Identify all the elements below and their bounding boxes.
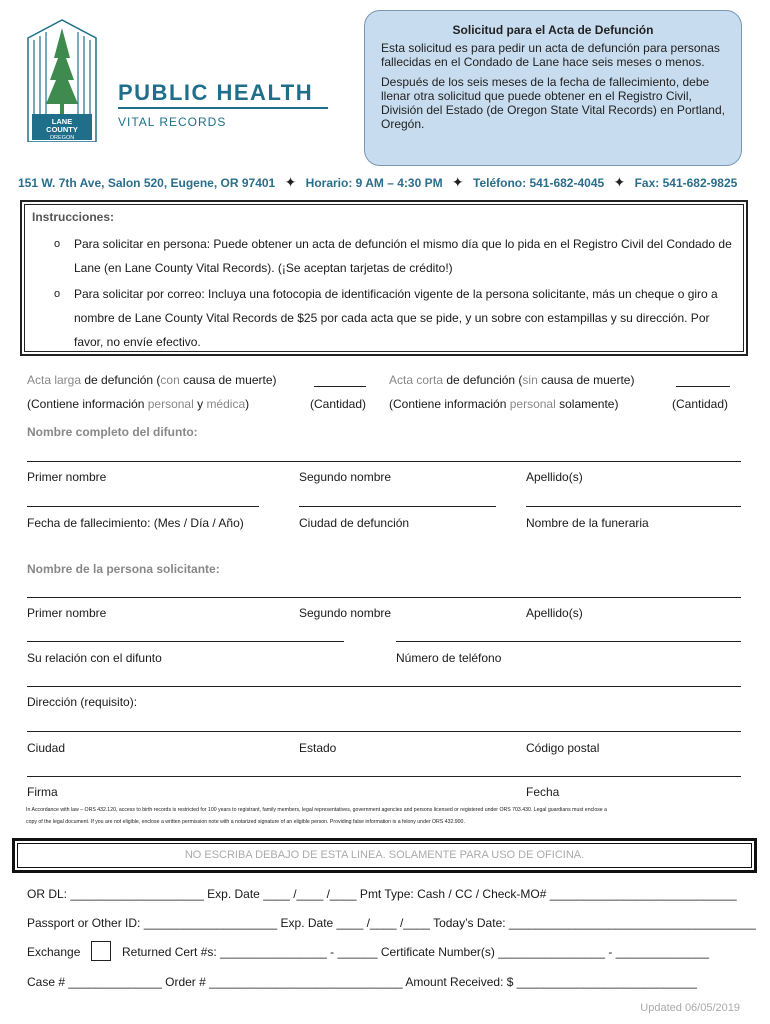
instruction-item: o Para solicitar por correo: Incluya una fotocopia de identificación vigente de la persona solicitante, más un cheque o giro a nombre de Lane County Vital Records de $25 por cada acta que se pide, y un sobre con estampillas y su dirección. Por favor, no envíe efectivo. bbox=[74, 282, 736, 354]
short-cert-label: Acta corta de defunción (sin causa de muerte) bbox=[389, 373, 635, 387]
address-label: Dirección (requisito): bbox=[27, 695, 138, 709]
deceased-name-field[interactable] bbox=[27, 461, 741, 462]
info-box-paragraph-1: Esta solicitud es para pedir un acta de defunción para personas fallecidas en el Condado de Lane hace seis meses o menos. bbox=[381, 41, 720, 69]
vital-records-subtitle: VITAL RECORDS bbox=[118, 115, 227, 129]
requester-first-name-label: Primer nombre bbox=[27, 606, 107, 620]
legal-notice-line-1: In Accordance with law – ORS 432.120, access to birth records is restricted for 100 years to registrant, family members, legal representatives, government agencies and persons licensed or registered under ORS 703.430. Legal guardians must enclose a bbox=[26, 807, 608, 813]
long-cert-quantity-field[interactable] bbox=[314, 386, 366, 387]
instructions-heading: Instrucciones: bbox=[32, 210, 115, 224]
deceased-first-name-label: Primer nombre bbox=[27, 470, 107, 484]
deceased-last-name-label: Apellido(s) bbox=[526, 470, 583, 484]
death-city-label: Ciudad de defunción bbox=[299, 516, 410, 530]
instruction-item: o Para solicitar en persona: Puede obtener un acta de defunción el mismo día que lo pida en el Registro Civil del Condado de Lane (en Lane County Vital Records). (¡Se aceptan tarjetas de crédito!) bbox=[74, 232, 736, 280]
public-health-title: PUBLIC HEALTH bbox=[118, 80, 314, 105]
city-label: Ciudad bbox=[27, 741, 66, 755]
requester-heading: Nombre de la persona solicitante: bbox=[27, 562, 220, 576]
address-field[interactable] bbox=[27, 686, 741, 687]
info-box bbox=[364, 10, 742, 166]
svg-text:OREGON: OREGON bbox=[49, 135, 75, 141]
office-row-or-dl: OR DL: ____________________ Exp. Date ____ /____ /____ Pmt Type: Cash / CC / Check-MO# ____________________________ bbox=[27, 887, 737, 901]
funeral-home-field[interactable] bbox=[526, 506, 741, 507]
deceased-middle-name-label: Segundo nombre bbox=[299, 470, 392, 484]
exchange-label: Exchange bbox=[27, 945, 81, 959]
signature-label: Firma bbox=[27, 785, 58, 799]
signature-field[interactable] bbox=[27, 776, 741, 777]
star-separator-icon: ✦ bbox=[451, 174, 464, 190]
phone-number-field[interactable] bbox=[396, 641, 741, 642]
svg-text:LANE: LANE bbox=[51, 117, 73, 126]
office-row-case-order: Case # ______________ Order # _____________________________ Amount Received: $ ___________________________ bbox=[27, 975, 697, 989]
office-row-returned-certs: Returned Cert #s: ________________ - ______ Certificate Number(s) ________________ - ______________ bbox=[122, 945, 710, 959]
info-box-title: Solicitud para el Acta de Defunción bbox=[452, 23, 654, 37]
requester-middle-name-label: Segundo nombre bbox=[299, 606, 392, 620]
title-divider bbox=[118, 107, 328, 109]
relationship-field[interactable] bbox=[27, 641, 344, 642]
office-row-passport: Passport or Other ID: ____________________ Exp. Date ____ /____ /____ Today’s Date: _____________________________________ bbox=[27, 916, 756, 930]
contact-line bbox=[18, 174, 737, 191]
long-cert-label: Acta larga de defunción (con causa de muerte) bbox=[27, 373, 277, 387]
phone: Teléfono: 541-682-4045 bbox=[473, 176, 605, 190]
lane-county-logo bbox=[26, 18, 98, 142]
deceased-heading: Nombre completo del difunto: bbox=[27, 425, 198, 439]
short-cert-description: (Contiene información personal solamente) bbox=[389, 397, 619, 411]
info-box-paragraph-2: Después de los seis meses de la fecha de fallecimiento, debe llenar otra solicitud que puede obtener en el Registro Civil, División del Estado (de Oregon State Vital Records) en Portland, Oregón. bbox=[381, 75, 725, 131]
instructions-box bbox=[20, 200, 748, 356]
long-cert-description: (Contiene información personal y médica) bbox=[27, 397, 250, 411]
death-date-label: Fecha de fallecimiento: (Mes / Día / Año) bbox=[27, 516, 244, 530]
funeral-home-label: Nombre de la funeraria bbox=[526, 516, 649, 530]
relationship-label: Su relación con el difunto bbox=[27, 651, 162, 665]
date-label: Fecha bbox=[526, 785, 560, 799]
short-cert-quantity-label: (Cantidad) bbox=[672, 397, 729, 411]
updated-date: Updated 06/05/2019 bbox=[640, 1002, 740, 1014]
fax: Fax: 541-682-9825 bbox=[634, 176, 738, 190]
star-separator-icon: ✦ bbox=[613, 174, 626, 190]
hours: Horario: 9 AM – 4:30 PM bbox=[305, 176, 443, 190]
phone-number-label: Número de teléfono bbox=[396, 651, 502, 665]
star-separator-icon: ✦ bbox=[284, 174, 297, 190]
svg-text:COUNTY: COUNTY bbox=[46, 125, 78, 134]
address: 151 W. 7th Ave, Salon 520, Eugene, OR 97401 bbox=[18, 176, 276, 190]
zip-label: Código postal bbox=[526, 741, 600, 755]
short-cert-quantity-field[interactable] bbox=[676, 386, 730, 387]
death-city-field[interactable] bbox=[299, 506, 496, 507]
requester-last-name-label: Apellido(s) bbox=[526, 606, 583, 620]
long-cert-quantity-label: (Cantidad) bbox=[310, 397, 367, 411]
state-label: Estado bbox=[299, 741, 337, 755]
exchange-checkbox[interactable] bbox=[91, 941, 111, 961]
requester-name-field[interactable] bbox=[27, 597, 741, 598]
office-use-banner: NO ESCRIBA DEBAJO DE ESTA LINEA. SOLAMENTE PARA USO DE OFICINA. bbox=[12, 838, 757, 873]
legal-notice-line-2: copy of the legal document. If you are not eligible, enclose a written permission note with a notarized signature of an eligible person. Providing false information is a felony under ORS 432.900. bbox=[26, 819, 465, 825]
death-date-field[interactable] bbox=[27, 506, 259, 507]
city-state-zip-field[interactable] bbox=[27, 731, 741, 732]
